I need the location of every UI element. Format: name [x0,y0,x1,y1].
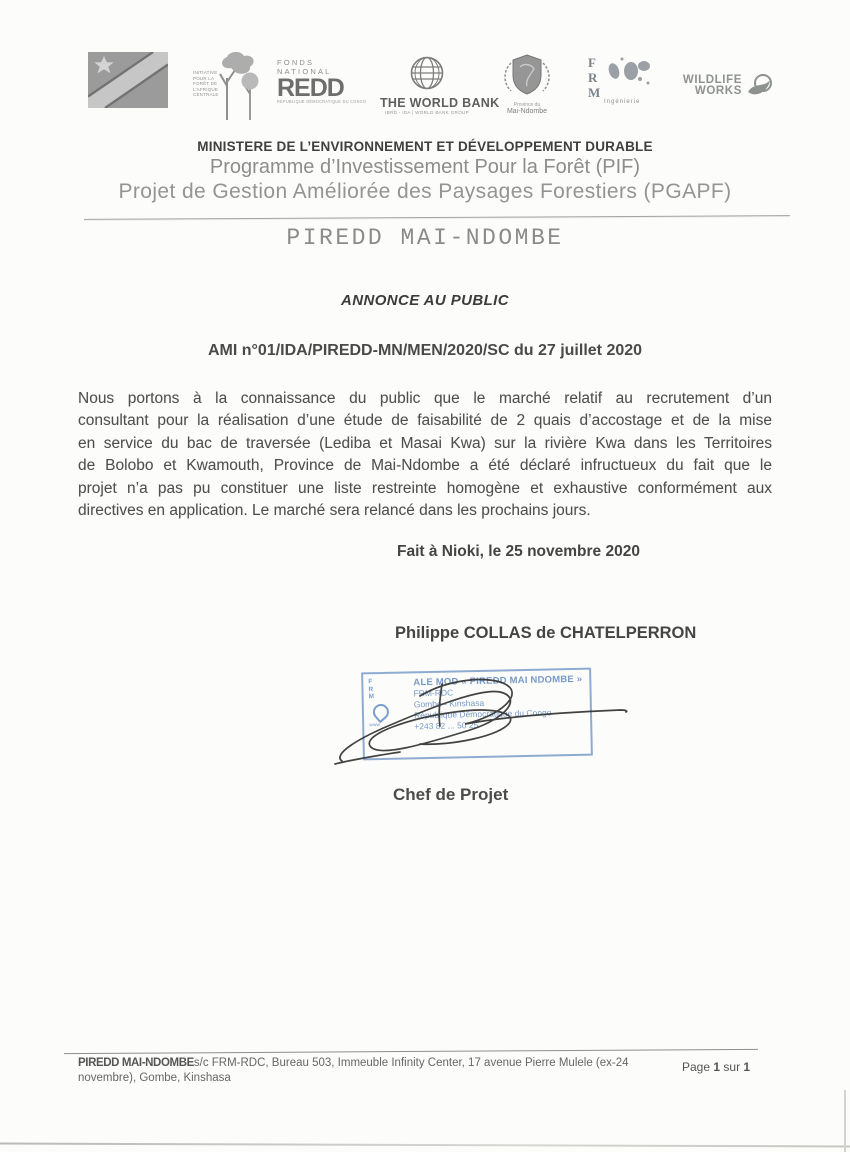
redd-fund-logo [277,58,369,105]
body-line: de Bolobo et Kwamouth, Province de Mai-Ndombe a été déclaré infructueux du fait que le [78,457,772,475]
swirl-icon [746,72,774,100]
stamp-line: +243 82 ... 50 25 [414,719,479,732]
world-bank-sub-caption: IBRD - IDA | WORLD BANK GROUP [385,110,469,115]
header-divider [84,215,790,220]
page-indicator [682,1060,750,1074]
frm-letter-m: M [588,85,601,100]
redd-wordmark: REDD [277,74,344,102]
stamp-frm-letter-r: R [368,685,375,693]
ministry-heading: MINISTERE DE L’ENVIRONNEMENT ET DÉVELOPPEMENT DURABLE [197,139,653,154]
footer-address [78,1056,670,1085]
world-bank-wordmark: THE WORLD BANK [380,96,500,110]
program-line: Programme d’Investissement Pour la Forêt (PIF) [209,156,641,178]
cafi-caption: INITIATIVE POUR LA FORÊT DE L’AFRIQUE CENTRALE [193,70,219,97]
page-number: 1 [713,1060,721,1074]
announcement-title: ANNONCE AU PUBLIC [341,292,509,309]
world-map-icon [604,55,652,95]
page-total: 1 [743,1060,751,1074]
piredd-banner: PIREDD MAI-NDOMBE [286,225,564,251]
reference-line: AMI n°01/IDA/PIREDD-MN/MEN/2020/SC du 27 juillet 2020 [207,342,643,359]
stamp-frm-letter-f: F [368,678,374,686]
wildlife-wordmark-line1: WILDLIFE [682,74,742,86]
body-line: directives en application. Le marché sera relancé dans les prochains jours. [78,502,591,520]
signatory-role: Chef de Projet [393,785,509,804]
scan-artifact-bottom-edge [0,1143,850,1148]
frm-caption: Ingénierie [604,99,641,105]
arms-caption-line1: Province du [513,102,541,108]
shield-icon [501,53,553,97]
scan-artifact-right-edge [844,1090,846,1152]
body-line: consultant pour la réalisation d’une étude de faisabilité de 2 quais d’accostage et de la mise [78,412,772,430]
body-line: projet n’a pas pu constituer une liste restreinte homogène et exhaustive conformément aux [78,479,772,497]
tree-icon [217,52,259,122]
stamp-line: Gombe - Kinshasa [413,697,485,710]
world-bank-logo [380,55,500,115]
body-paragraph [78,388,772,522]
redd-sub-caption: RÉPUBLIQUE DÉMOCRATIQUE DU CONGO [277,100,367,105]
page-of: sur [723,1060,741,1074]
date-line: Fait à Nioki, le 25 novembre 2020 [397,543,640,560]
mai-ndombe-arms-logo [498,53,556,115]
footer-address-rest: s/c FRM-RDC, Bureau 503, Immeuble Infinity Center, 17 avenue Pierre Mulele (ex-24 novembre), Gombe, Kinshasa [78,1057,629,1084]
footer-address-bold: PIREDD MAI-NDOMBE [78,1057,194,1069]
body-line: Nous portons à la connaissance du public que le marché relatif au recrutement d’un [78,390,772,407]
stamp-www-text: www [369,721,381,728]
flag-icon [88,52,168,108]
signatory-name: Philippe COLLAS de CHATELPERRON [395,624,697,642]
stamp-line: FRM-RDC [413,687,454,699]
globe-icon [409,55,445,91]
footer-divider [64,1049,758,1054]
signature-scribble [330,666,630,771]
project-line: Projet de Gestion Améliorée des Paysages Forestiers (PGAPF) [118,180,732,203]
page-word: Page [682,1060,711,1074]
frm-letter-r: R [588,70,598,85]
stamp-line: ALE MOD « PIREDD MAI NDOMBE » [413,673,583,689]
drc-flag-logo [88,52,168,113]
arms-caption-line2: Mai-Ndombe [506,108,548,115]
stamp-line: République Démocratique du Congo [413,707,552,721]
body-line: en service du bac de traversée (Lediba et Masai Kwa) sur la rivière Kwa dans les Territoires [78,434,772,452]
wildlife-wordmark-line2: WORKS [694,85,742,97]
stamp-frm-letter-m: M [368,693,376,701]
frm-letter-f: F [588,55,596,70]
redd-top-caption: FONDS NATIONAL [277,58,332,76]
